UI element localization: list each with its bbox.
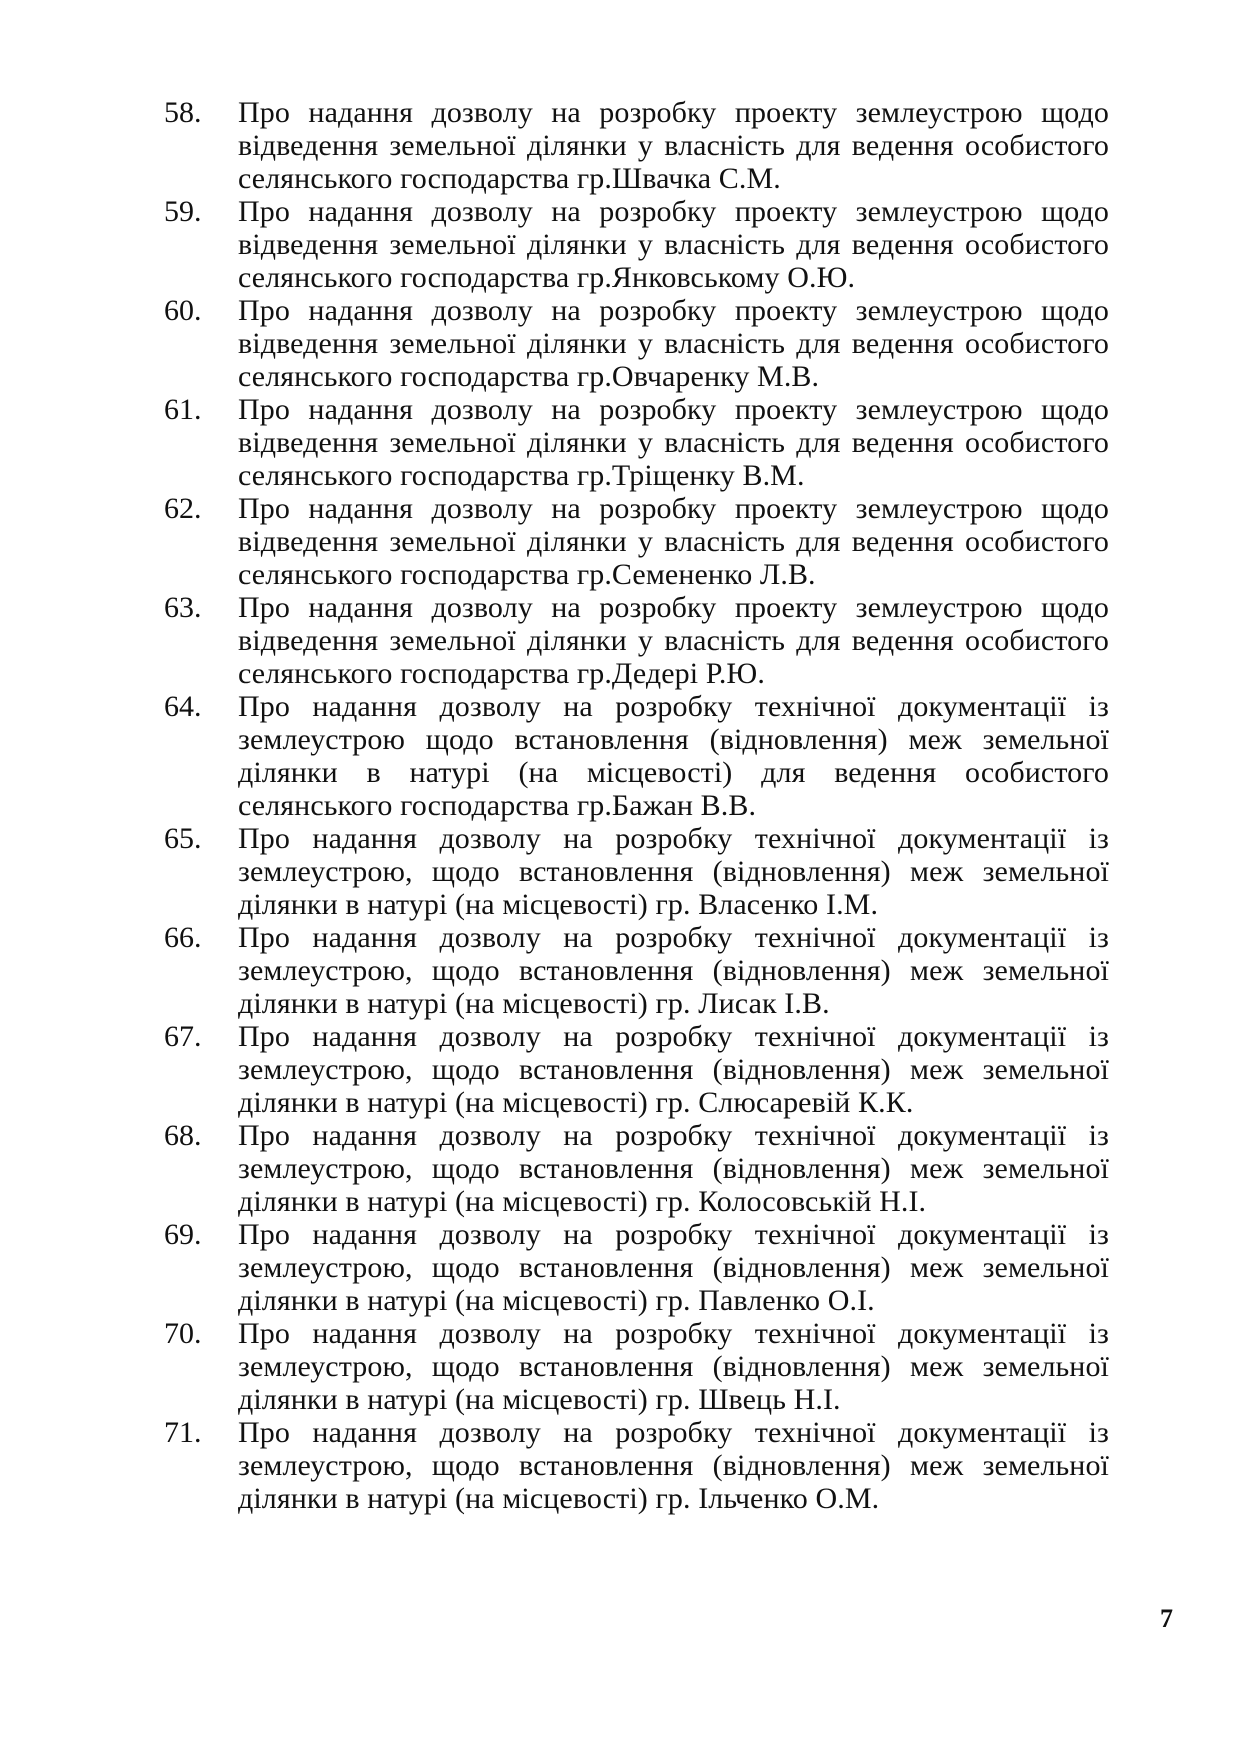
list-item	[0, 1416, 1240, 1515]
item-text: Про надання дозволу на розробку технічної документації із землеустрою, щодо встановлення (відновлення) меж земельної ділянки в натурі (на місцевості) гр. Ільченко О.М.	[238, 1416, 1109, 1515]
item-number: 71.	[164, 1416, 202, 1449]
resolution-list	[0, 96, 1240, 1515]
list-item	[0, 393, 1240, 492]
item-text: Про надання дозволу на розробку проекту землеустрою щодо відведення земельної ділянки у власність для ведення особистого селянського господарства гр.Семененко Л.В.	[238, 492, 1109, 591]
item-text: Про надання дозволу на розробку проекту землеустрою щодо відведення земельної ділянки у власність для ведення особистого селянського господарства гр.Тріщенку В.М.	[238, 393, 1109, 492]
item-number: 66.	[164, 921, 202, 954]
item-text: Про надання дозволу на розробку технічної документації із землеустрою, щодо встановлення (відновлення) меж земельної ділянки в натурі (на місцевості) гр. Павленко О.І.	[238, 1218, 1109, 1317]
list-item	[0, 822, 1240, 921]
list-item	[0, 96, 1240, 195]
item-number: 65.	[164, 822, 202, 855]
item-text: Про надання дозволу на розробку проекту землеустрою щодо відведення земельної ділянки у власність для ведення особистого селянського господарства гр.Швачка С.М.	[238, 96, 1109, 195]
item-text: Про надання дозволу на розробку технічної документації із землеустрою, щодо встановлення (відновлення) меж земельної ділянки в натурі (на місцевості) гр. Колосовській Н.І.	[238, 1119, 1109, 1218]
item-text: Про надання дозволу на розробку проекту землеустрою щодо відведення земельної ділянки у власність для ведення особистого селянського господарства гр.Овчаренку М.В.	[238, 294, 1109, 393]
item-text: Про надання дозволу на розробку технічної документації із землеустрою, щодо встановлення (відновлення) меж земельної ділянки в натурі (на місцевості) гр. Швець Н.І.	[238, 1317, 1109, 1416]
item-text: Про надання дозволу на розробку проекту землеустрою щодо відведення земельної ділянки у власність для ведення особистого селянського господарства гр.Янковському О.Ю.	[238, 195, 1109, 294]
list-item	[0, 921, 1240, 1020]
item-text: Про надання дозволу на розробку технічної документації із землеустрою, щодо встановлення (відновлення) меж земельної ділянки в натурі (на місцевості) гр. Власенко І.М.	[238, 822, 1109, 921]
item-text: Про надання дозволу на розробку технічної документації із землеустрою, щодо встановлення (відновлення) меж земельної ділянки в натурі (на місцевості) гр. Лисак І.В.	[238, 921, 1109, 1020]
item-number: 69.	[164, 1218, 202, 1251]
page-number: 7	[1160, 1604, 1173, 1633]
list-item	[0, 1119, 1240, 1218]
list-item	[0, 294, 1240, 393]
item-number: 58.	[164, 96, 202, 129]
list-item	[0, 591, 1240, 690]
list-item	[0, 492, 1240, 591]
item-text: Про надання дозволу на розробку проекту землеустрою щодо відведення земельної ділянки у власність для ведення особистого селянського господарства гр.Дедері Р.Ю.	[238, 591, 1109, 690]
item-number: 64.	[164, 690, 202, 723]
item-text: Про надання дозволу на розробку технічної документації із землеустрою щодо встановлення (відновлення) меж земельної ділянки в натурі (на місцевості) для ведення особистого селянського господарства гр.Бажан В.В.	[238, 690, 1109, 822]
list-item	[0, 1218, 1240, 1317]
item-number: 62.	[164, 492, 202, 525]
item-number: 61.	[164, 393, 202, 426]
item-number: 60.	[164, 294, 202, 327]
item-text: Про надання дозволу на розробку технічної документації із землеустрою, щодо встановлення (відновлення) меж земельної ділянки в натурі (на місцевості) гр. Слюсаревій К.К.	[238, 1020, 1109, 1119]
list-item	[0, 195, 1240, 294]
item-number: 68.	[164, 1119, 202, 1152]
item-number: 59.	[164, 195, 202, 228]
item-number: 67.	[164, 1020, 202, 1053]
list-item	[0, 1020, 1240, 1119]
item-number: 63.	[164, 591, 202, 624]
list-item	[0, 1317, 1240, 1416]
list-item	[0, 690, 1240, 822]
item-number: 70.	[164, 1317, 202, 1350]
